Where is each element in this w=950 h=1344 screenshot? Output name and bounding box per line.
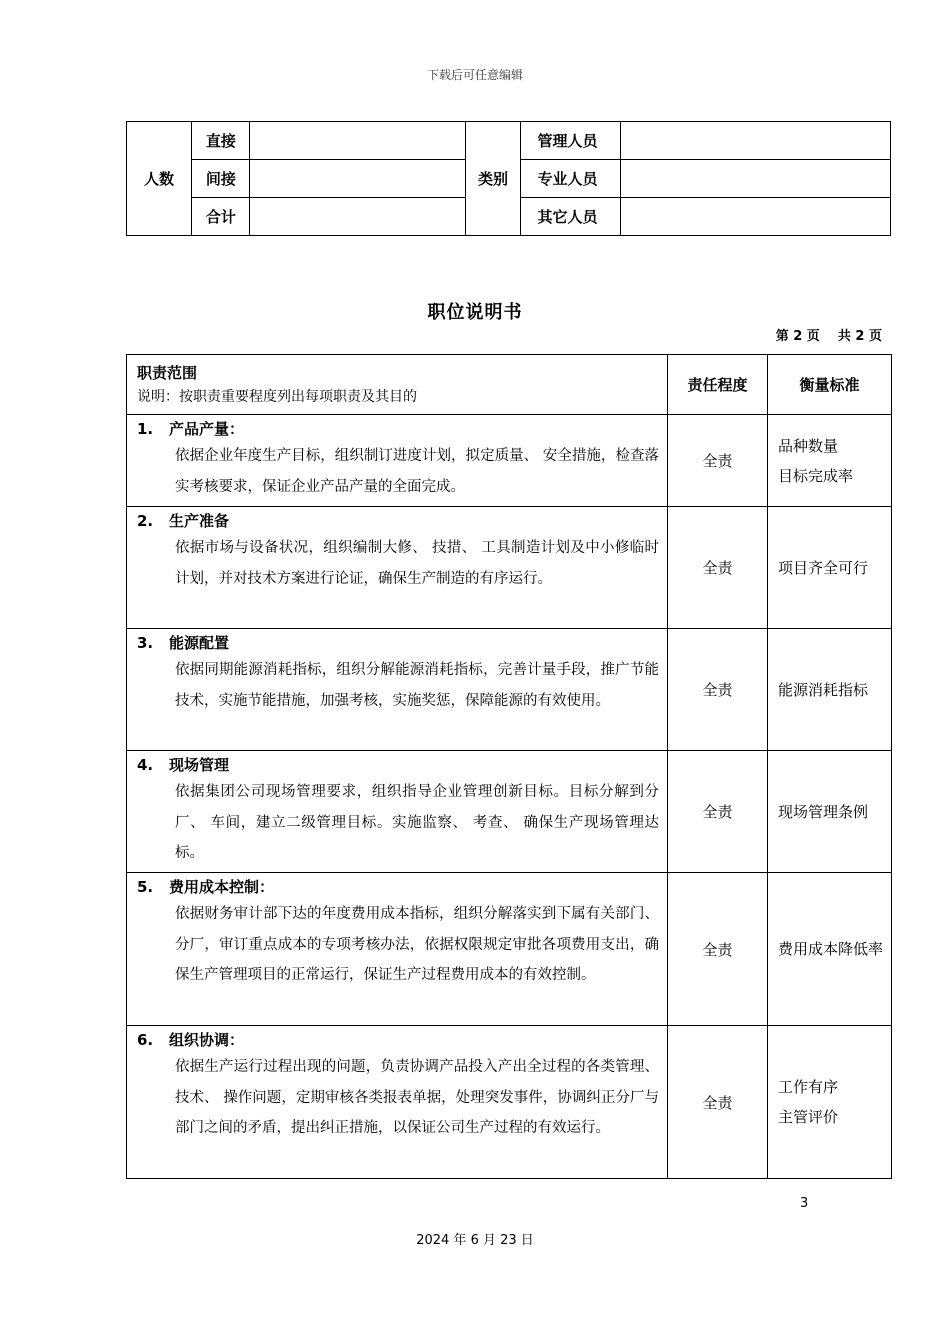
category-professional-label: 专业人员	[521, 160, 621, 198]
category-professional-value[interactable]	[621, 160, 891, 198]
headcount-indirect-label: 间接	[191, 160, 249, 198]
duty-heading	[137, 1028, 659, 1052]
category-management-label: 管理人员	[521, 122, 621, 160]
category-management-value[interactable]	[621, 122, 891, 160]
responsibility-level: 全责	[668, 629, 768, 751]
duty-content-cell	[127, 507, 668, 629]
duty-description: 依据生产运行过程出现的问题，负责协调产品投入产出全过程的各类管理、 技术、 操作问题，定期审核各类报表单据，处理突发事件，协调纠正分厂与部门之间的矛盾，提出纠正措施，以保证公司生产过程的有效运行。	[175, 1059, 659, 1136]
duty-row	[127, 751, 892, 873]
duty-description: 依据市场与设备状况，组织编制大修、 技措、 工具制造计划及中小修临时计划，并对技术方案进行论证，确保生产制造的有序运行。	[175, 540, 659, 587]
duty-number: 6.	[137, 1031, 154, 1049]
duty-title: 生产准备	[169, 512, 230, 530]
measurement-standard: 能源消耗指标	[768, 629, 892, 751]
duty-title: 现场管理	[169, 756, 230, 774]
scope-description: 说明：按职责重要程度列出每项职责及其目的	[137, 388, 417, 405]
duty-number: 3.	[137, 634, 154, 652]
page-number: 3	[800, 1196, 809, 1211]
category-label: 类别	[465, 122, 521, 236]
headcount-total-value[interactable]	[249, 198, 465, 236]
duty-content-cell	[127, 751, 668, 873]
headcount-indirect-value[interactable]	[249, 160, 465, 198]
headcount-table	[126, 121, 891, 236]
duty-title: 费用成本控制：	[169, 878, 275, 896]
footer-date: 2024 年 6 月 23 日	[416, 1233, 534, 1248]
duty-number: 1.	[137, 420, 154, 438]
standard-header: 衡量标准	[768, 355, 892, 415]
responsibility-header: 责任程度	[668, 355, 768, 415]
duty-heading	[137, 631, 659, 655]
responsibility-level: 全责	[668, 873, 768, 1026]
headcount-direct-label: 直接	[191, 122, 249, 160]
page-info: 第 2 页 共 2 页	[775, 329, 882, 344]
duty-content-cell	[127, 1026, 668, 1179]
measurement-standard: 工作有序 主管评价	[768, 1026, 892, 1179]
duty-rows	[127, 415, 892, 1179]
duty-row	[127, 629, 892, 751]
duty-description: 依据同期能源消耗指标，组织分解能源消耗指标，完善计量手段，推广节能技术，实施节能措施，加强考核，实施奖惩，保障能源的有效使用。	[175, 662, 659, 709]
duty-heading	[137, 509, 659, 533]
duty-title: 能源配置	[169, 634, 230, 652]
document-title: 职位说明书	[427, 302, 523, 323]
duty-number: 2.	[137, 512, 154, 530]
duty-number: 4.	[137, 756, 154, 774]
duty-heading	[137, 875, 659, 899]
duty-row	[127, 873, 892, 1026]
responsibility-level: 全责	[668, 1026, 768, 1179]
headcount-direct-value[interactable]	[249, 122, 465, 160]
measurement-standard: 现场管理条例	[768, 751, 892, 873]
duty-content-cell	[127, 415, 668, 507]
responsibility-level: 全责	[668, 507, 768, 629]
headcount-label: 人数	[127, 122, 192, 236]
duty-heading	[137, 417, 659, 441]
duty-row	[127, 507, 892, 629]
scope-header	[127, 355, 668, 415]
duty-description: 依据财务审计部下达的年度费用成本指标，组织分解落实到下属有关部门、 分厂，审订重点成本的专项考核办法，依据权限规定审批各项费用支出，确保生产管理项目的正常运行，保证生产过程费用成本的有效控制。	[175, 906, 659, 983]
measurement-standard: 品种数量 目标完成率	[768, 415, 892, 507]
responsibility-level: 全责	[668, 415, 768, 507]
headcount-total-label: 合计	[191, 198, 249, 236]
header-note: 下载后可任意编辑	[426, 68, 523, 82]
duty-heading	[137, 753, 659, 777]
duty-description: 依据集团公司现场管理要求，组织指导企业管理创新目标。目标分解到分厂、 车间，建立二级管理目标。实施监察、 考查、 确保生产现场管理达标。	[175, 784, 659, 861]
responsibility-level: 全责	[668, 751, 768, 873]
duty-row	[127, 1026, 892, 1179]
duty-number: 5.	[137, 878, 154, 896]
duty-description: 依据企业年度生产目标，组织制订进度计划，拟定质量、 安全措施，检查落实考核要求，保证企业产品产量的全面完成。	[175, 448, 659, 495]
category-other-value[interactable]	[621, 198, 891, 236]
scope-title: 职责范围	[137, 363, 198, 382]
measurement-standard: 项目齐全可行	[768, 507, 892, 629]
duty-content-cell	[127, 629, 668, 751]
measurement-standard: 费用成本降低率	[768, 873, 892, 1026]
duty-title: 组织协调：	[169, 1031, 245, 1049]
duty-title: 产品产量：	[169, 420, 245, 438]
duty-row	[127, 415, 892, 507]
duty-content-cell	[127, 873, 668, 1026]
category-other-label: 其它人员	[521, 198, 621, 236]
duty-table	[126, 354, 892, 1179]
